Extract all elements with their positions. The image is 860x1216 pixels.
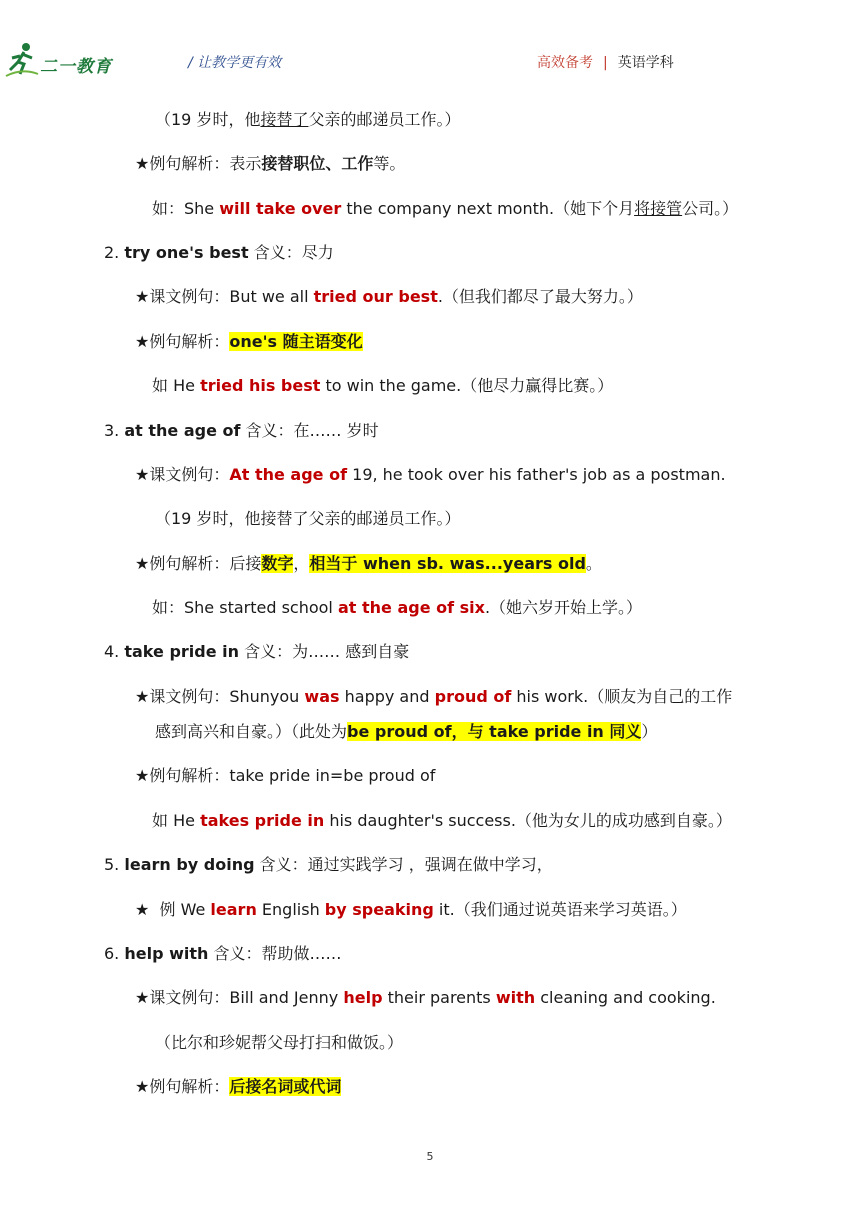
text-line: （19 岁时，他接替了父亲的邮递员工作。） — [155, 110, 461, 129]
page-number: 5 — [426, 1150, 434, 1163]
text-line: 如 He tried his best to win the game.（他尽力赢得比赛。） — [152, 376, 614, 395]
text-line: （19 岁时，他接替了父亲的邮递员工作。） — [155, 509, 461, 528]
star-icon: ★ — [135, 554, 150, 573]
text-line: ★ 例 We learn English by speaking it.（我们通过说英语来学习英语。） — [135, 900, 687, 919]
star-icon: ★ — [135, 465, 150, 484]
header-slogan: / 让教学更有效 — [188, 55, 282, 71]
item-heading: 2. try one's best 含义：尽力 — [104, 243, 334, 262]
runner-logo-icon — [4, 40, 40, 78]
text-line: ★例句解析：后接数字，相当于 when sb. was...years old。 — [135, 554, 602, 573]
star-icon: ★ — [135, 766, 150, 785]
text-line: 如：She will take over the company next month.（她下个月将接管公司。） — [152, 199, 739, 218]
text-line: （比尔和珍妮帮父母打扫和做饭。） — [155, 1033, 404, 1052]
logo — [4, 40, 114, 78]
star-icon: ★ — [135, 1077, 150, 1096]
text-line: 如：She started school at the age of six.（她六岁开始上学。） — [152, 598, 643, 617]
header-exam-label: 高效备考 — [537, 55, 593, 71]
logo-text: 二一教育 — [40, 57, 112, 77]
item-heading: 5. learn by doing 含义：通过实践学习 ，强调在做中学习， — [104, 855, 553, 874]
text-line: ★例句解析：表示接替职位、工作等。 — [135, 154, 406, 173]
text-line: ★课文例句：At the age of 19, he took over his father's job as a postman. — [135, 465, 726, 484]
text-line: ★例句解析：后接名词或代词 — [135, 1077, 342, 1096]
text-line: 感到高兴和自豪。）（此处为be proud of，与 take pride in 同义） — [155, 722, 658, 741]
text-line: ★例句解析：one's 随主语变化 — [135, 332, 363, 351]
star-icon: ★ — [135, 988, 150, 1007]
item-heading: 3. at the age of 含义：在…… 岁时 — [104, 421, 379, 440]
star-icon: ★ — [135, 332, 150, 351]
item-heading: 4. take pride in 含义：为…… 感到自豪 — [104, 642, 410, 661]
header-separator: | — [603, 55, 608, 71]
star-icon: ★ — [135, 687, 150, 706]
header-subject-label: 英语学科 — [617, 55, 674, 71]
text-line: 如 He takes pride in his daughter's success.（他为女儿的成功感到自豪。） — [152, 811, 732, 830]
text-line: ★例句解析：take pride in=be proud of — [135, 766, 436, 785]
text-line: ★课文例句：Bill and Jenny help their parents with cleaning and cooking. — [135, 988, 716, 1007]
star-icon: ★ — [135, 900, 150, 919]
page-header — [0, 0, 860, 90]
star-icon: ★ — [135, 287, 150, 306]
header-subject — [537, 52, 674, 72]
star-icon: ★ — [135, 154, 150, 173]
text-line: ★课文例句：Shunyou was happy and proud of his work.（顺友为自己的工作 — [135, 687, 733, 706]
item-heading: 6. help with 含义：帮助做…… — [104, 944, 342, 963]
text-line: ★课文例句：But we all tried our best.（但我们都尽了最大努力。） — [135, 287, 643, 306]
